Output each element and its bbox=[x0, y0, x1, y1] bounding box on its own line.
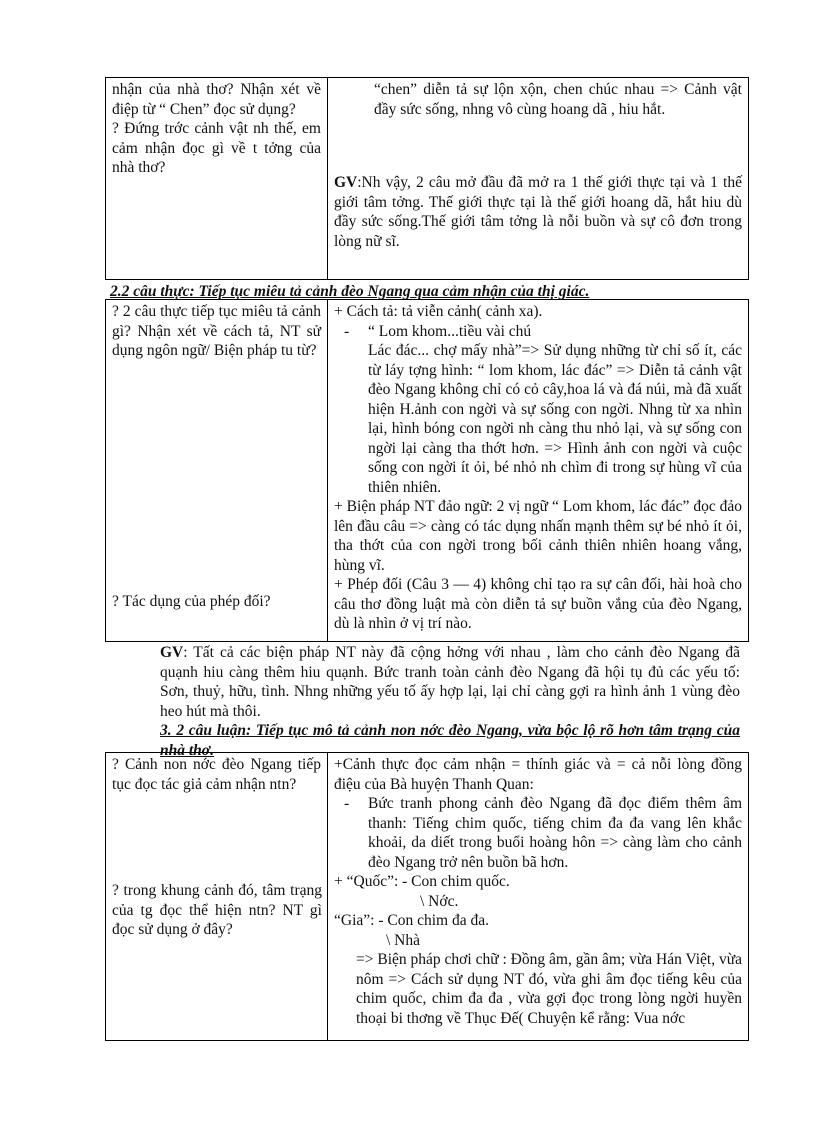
answer-text: + Biện pháp NT đảo ngữ: 2 vị ngữ “ Lom khom, lác đác” đọc đảo lên đầu câu => càng có tác dụng nhấn mạnh thêm sự bé nhỏ ít ỏi, tha thớt của con ngời trong bối cảnh thiên nhiên hoang vắng, hùng vĩ. bbox=[334, 498, 742, 574]
answer-text: \ Nhà bbox=[386, 931, 421, 949]
question-text: ? Đứng trớc cảnh vật nh thế, em cảm nhận đọc gì về t tởng của nhà thơ? bbox=[112, 120, 321, 176]
dash-item bbox=[334, 322, 742, 498]
question-text: ? Tác dụng của phép đối? bbox=[112, 593, 271, 610]
answer-text: + “Quốc”: - Con chim quốc. bbox=[334, 873, 510, 890]
answer-text: => Biện pháp chơi chữ : Đồng âm, gần âm; vừa Hán Việt, vừa nôm => Cách sử dụng NT đó, vừa ghi âm đọc tiếng kêu của chim quốc, chim đa đa , vừa gợi đọc trong lòng ngời huyền thoại bi thơng về Thục Đế( Chuyện kể rằng: Vua nớc bbox=[356, 951, 742, 1027]
answer-text: +Cảnh thực đọc cảm nhận = thính giác và = cả nỗi lòng đồng điệu của Bà huyện Thanh Quan: bbox=[334, 756, 742, 793]
lesson-table-1 bbox=[105, 77, 749, 280]
dash-marker: - bbox=[344, 795, 350, 812]
answer-text: “chen” diễn tả sự lộn xộn, chen chúc nhau => Cảnh vật đầy sức sống, nhng vô cùng hoang dã , hiu hắt. bbox=[374, 81, 742, 118]
answer-text: + Cách tả: tả viễn cảnh( cảnh xa). bbox=[334, 303, 543, 320]
question-cell bbox=[106, 78, 328, 280]
answer-cell bbox=[328, 78, 749, 280]
answer-text: “ Lom khom...tiều vài chú bbox=[368, 322, 532, 340]
dash-marker: - bbox=[344, 322, 350, 340]
question-text: ? 2 câu thực tiếp tục miêu tả cảnh gì? Nhận xét về cách tả, NT sử dụng ngôn ngữ/ Biện pháp tu từ? bbox=[112, 303, 321, 359]
gv-label: GV bbox=[334, 174, 358, 191]
gv-text: : Tất cả các biện pháp NT này đã cộng hởng với nhau , làm cho cảnh đèo Ngang đã quạnh hiu càng thêm hiu quạnh. Bức tranh toàn cảnh đèo Ngang đã hội tụ đủ các yếu tố: Sơn, thuỷ, hữu, tình. Nhng những yếu tố ấy hợp lại, lại chỉ càng gợi ra hình ảnh 1 vùng đèo heo hút mà thôi. bbox=[160, 644, 740, 720]
gv-note bbox=[334, 173, 742, 251]
answer-text: Lác đác... chợ mấy nhà”=> Sử dụng những từ chỉ số ít, các từ láy tợng hình: “ lom khom, lác đác” => Diễn tả cảnh vật đèo Ngang không chỉ có cỏ cây,hoa lá và đá núi, mà đã xuất hiện H.ảnh con ngời và sự sống con ngời. Nhng từ xa nhìn lại, hình bóng con ngời nh càng thu nhỏ lại, và sự sống con ngời lại càng tha thớt hơn. => Hình ảnh con ngời và cuộc sống con ngời ít ỏi, bé nhỏ nh chìm đi trong sự hùng vĩ của thiên nhiên. bbox=[368, 342, 742, 496]
section-heading: 3. 2 câu luận: Tiếp tục mô tả cảnh non nớc đèo Ngang, vừa bộc lộ rõ hơn tâm trạng của nhà thơ. bbox=[160, 722, 740, 759]
question-cell bbox=[106, 753, 328, 1041]
gv-label: GV bbox=[160, 644, 184, 661]
lesson-table-2 bbox=[105, 299, 749, 642]
answer-cell bbox=[328, 300, 749, 642]
dash-item bbox=[334, 794, 742, 872]
answer-text: \ Nớc. bbox=[420, 892, 459, 910]
answer-text: “Gia”: - Con chim đa đa. bbox=[334, 912, 489, 929]
answer-text: + Phép đối (Câu 3 — 4) không chỉ tạo ra sự cân đối, hài hoà cho câu thơ đồng luật mà còn diễn tả sự buồn vắng của đèo Ngang, dù là nhìn ở vị trí nào. bbox=[334, 576, 742, 632]
answer-text: Bức tranh phong cảnh đèo Ngang đã đọc điểm thêm âm thanh: Tiếng chim quốc, tiếng chim đa đa vang lên khắc khoải, da diết trong buổi hoàng hôn => càng làm cho cảnh đèo Ngang trở nên buồn bã hơn. bbox=[368, 795, 742, 871]
answer-cell bbox=[328, 753, 749, 1041]
question-cell bbox=[106, 300, 328, 642]
question-text: ? Cảnh non nớc đèo Ngang tiếp tục đọc tác giả cảm nhận ntn? bbox=[112, 756, 321, 793]
question-text: ? trong khung cảnh đó, tâm trạng của tg đọc thể hiện ntn? NT gì đọc sử dụng ở đây? bbox=[112, 882, 322, 938]
question-text: nhận của nhà thơ? Nhận xét về điệp từ “ Chen” đọc sử dụng? bbox=[112, 81, 321, 118]
lesson-table-3 bbox=[105, 752, 749, 1041]
section-heading: 2.2 câu thực: Tiếp tục miêu tả cảnh đèo Ngang qua cảm nhận của thị giác. bbox=[110, 283, 590, 300]
gv-text: :Nh vậy, 2 câu mở đầu đã mở ra 1 thế giới thực tại và 1 thế giới tâm tởng. Thế giới thực tại là thế giới hoang dã, hắt hiu dù đầy sức sống.Thế giới tâm tởng là nỗi buồn và sự cô đơn trong lòng nữ sĩ. bbox=[334, 174, 742, 250]
gv-paragraph bbox=[160, 643, 740, 721]
